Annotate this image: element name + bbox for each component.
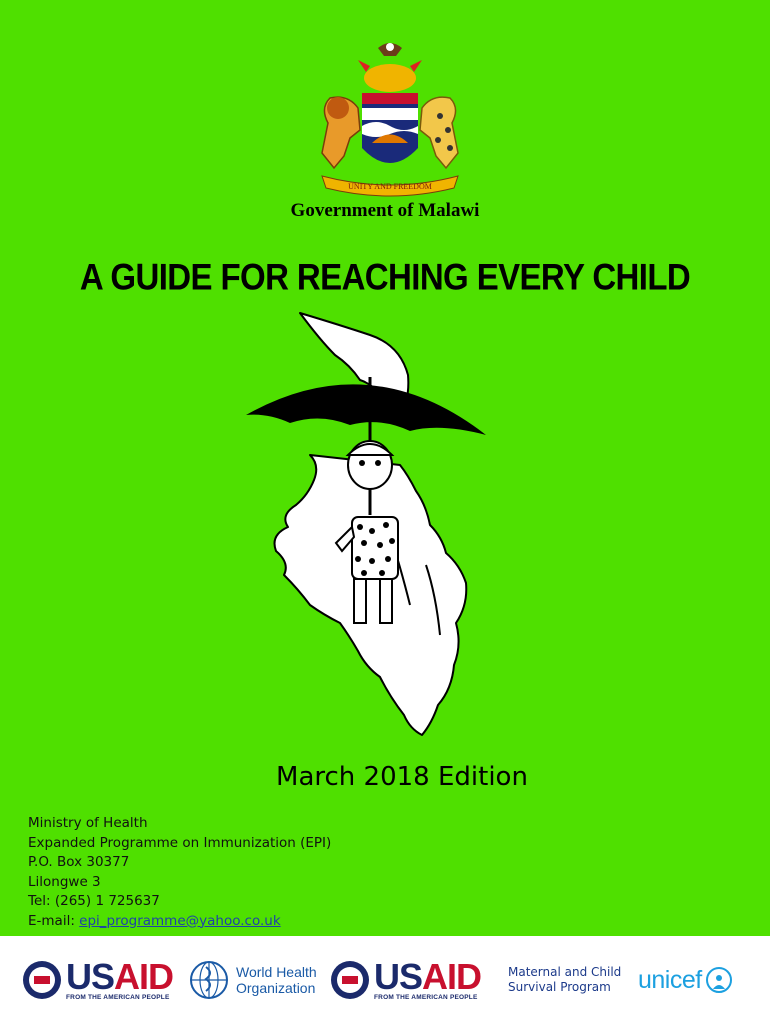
coat-motto: UNITY AND FREEDOM bbox=[348, 182, 432, 191]
edition-label: March 2018 Edition bbox=[276, 762, 528, 792]
contact-block bbox=[28, 814, 331, 931]
coat-of-arms-emblem bbox=[300, 38, 480, 198]
who-name-line1: World Health bbox=[236, 964, 317, 980]
email-label: E-mail: bbox=[28, 912, 80, 929]
unicef-wordmark: unicef bbox=[638, 965, 702, 994]
document-title: A GUIDE FOR REACHING EVERY CHILD bbox=[79, 255, 691, 298]
who-emblem-icon bbox=[188, 959, 230, 1001]
email-link[interactable]: epi_programme@yahoo.co.uk bbox=[79, 912, 281, 929]
usaid-logo bbox=[330, 936, 481, 1024]
usaid-wordmark: USAID bbox=[374, 955, 482, 997]
government-title: Government of Malawi bbox=[290, 200, 480, 221]
mcsp-name-line2: Survival Program bbox=[508, 980, 611, 994]
who-name-line2: Organization bbox=[236, 980, 316, 996]
mcsp-name-line1: Maternal and Child bbox=[508, 965, 622, 979]
usaid-logo bbox=[22, 936, 173, 1024]
who-logo bbox=[188, 936, 317, 1024]
usaid-seal-icon bbox=[330, 960, 370, 1000]
usaid-wordmark: USAID bbox=[66, 955, 174, 997]
unicef-globe-icon bbox=[704, 965, 734, 995]
contact-programme: Expanded Programme on Immunization (EPI) bbox=[28, 834, 332, 851]
usaid-seal-icon bbox=[22, 960, 62, 1000]
contact-tel: Tel: (265) 1 725637 bbox=[28, 893, 160, 909]
unicef-logo bbox=[638, 936, 734, 1024]
contact-po-box: P.O. Box 30377 bbox=[28, 854, 130, 870]
usaid-tagline: FROM THE AMERICAN PEOPLE bbox=[66, 993, 170, 1001]
mcsp-logo bbox=[508, 936, 621, 1024]
malawi-map-illustration bbox=[240, 305, 500, 745]
usaid-tagline: FROM THE AMERICAN PEOPLE bbox=[374, 993, 478, 1001]
contact-ministry: Ministry of Health bbox=[28, 815, 148, 831]
contact-city: Lilongwe 3 bbox=[28, 873, 101, 890]
partner-logos-band bbox=[0, 936, 770, 1024]
contact-email-line bbox=[28, 912, 331, 932]
